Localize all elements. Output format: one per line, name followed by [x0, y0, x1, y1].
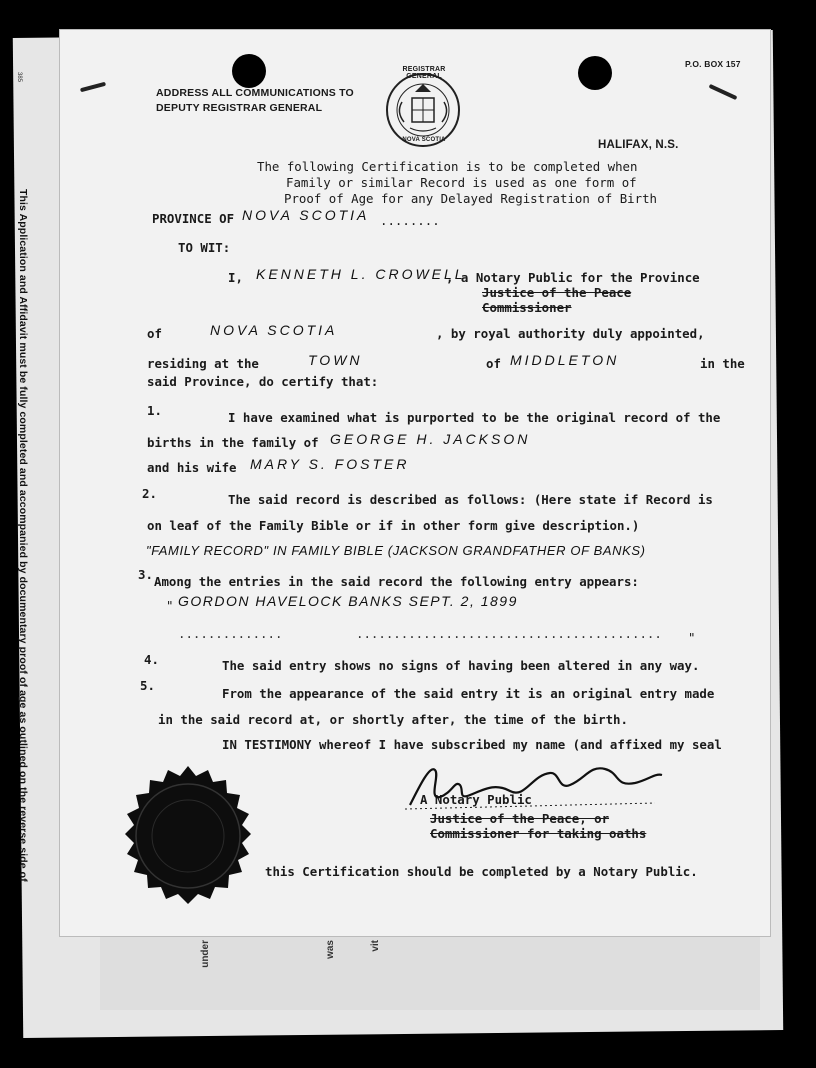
item3-num: 3. — [138, 567, 153, 582]
intro-line-1: The following Certification is to be completed when — [257, 159, 638, 174]
option-justice: Justice of the Peace — [482, 285, 632, 300]
item5-text2: in the said record at, or shortly after, the time of the birth. — [158, 712, 628, 727]
item3-close-quote: " — [688, 630, 696, 645]
item1-num: 1. — [147, 403, 162, 418]
item1-text: I have examined what is purported to be the original record of the — [228, 410, 721, 425]
residing-of: of — [486, 356, 501, 371]
item1-mother: MARY S. FOSTER — [250, 456, 410, 472]
item3-text: Among the entries in the said record the following entry appears: — [154, 574, 639, 589]
notary-signature-icon — [400, 755, 670, 815]
item2-num: 2. — [142, 486, 157, 501]
footer-note: this Certification should be completed by a Notary Public. — [265, 864, 698, 879]
item2-text2: on leaf of the Family Bible or if in other form give description.) — [147, 518, 640, 533]
role-notary: A Notary Public — [420, 792, 532, 807]
address-line-2: DEPUTY REGISTRAR GENERAL — [156, 102, 323, 114]
notary-seal-icon — [104, 752, 272, 920]
back-label-under: under — [200, 940, 211, 968]
city: HALIFAX, N.S. — [598, 139, 679, 151]
back-label-vit: vit — [370, 940, 381, 952]
po-box: P.O. BOX 157 — [685, 59, 741, 69]
role-commissioner: Commissioner for taking oaths — [430, 826, 647, 841]
item1-father: GEORGE H. JACKSON — [330, 431, 531, 447]
residing-suffix: in the — [700, 356, 745, 371]
binding-wire — [709, 84, 738, 100]
residing-label: residing at the — [147, 356, 259, 371]
intro-line-2: Family or similar Record is used as one form of — [286, 175, 637, 190]
crest-bottom-text: NOVA SCOTIA — [402, 137, 446, 143]
residing-value: TOWN — [308, 352, 363, 368]
of-suffix: , by royal authority duly appointed, — [436, 326, 705, 341]
role-justice: Justice of the Peace, or — [430, 811, 610, 826]
testimony-line: IN TESTIMONY whereof I have subscribed my name (and affixed my seal — [222, 737, 722, 752]
item3-entry: GORDON HAVELOCK BANKS SEPT. 2, 1899 — [178, 593, 518, 609]
punch-hole — [578, 56, 612, 90]
notary-suffix: , a Notary Public for the Province — [446, 270, 700, 285]
certify-line: said Province, do certify that: — [147, 374, 379, 389]
item3-blank-2: ......................................... — [356, 626, 662, 641]
province-dots: ........ — [380, 213, 440, 228]
to-wit: TO WIT: — [178, 240, 231, 255]
side-code: 385 — [16, 72, 22, 83]
residing-place: MIDDLETON — [510, 352, 620, 368]
item5-num: 5. — [140, 678, 155, 693]
side-note-text: This Application and Affidavit must be fully completed and accompanied by documentary proof of age as outlined on the reverse side of — [17, 188, 29, 882]
option-commissioner: Commissioner — [482, 300, 572, 315]
of-label: of — [147, 326, 162, 341]
back-label-was: was — [325, 940, 336, 959]
item3-open-quote: " — [166, 598, 174, 613]
side-note — [8, 140, 38, 930]
item3-blank-1: .............. — [178, 626, 283, 641]
intro-line-3: Proof of Age for any Delayed Registration of Birth — [284, 191, 657, 206]
item5-text: From the appearance of the said entry it is an original entry made — [222, 686, 715, 701]
binding-wire — [80, 82, 106, 93]
item2-text: The said record is described as follows: (Here state if Record is — [228, 492, 713, 507]
of-value: NOVA SCOTIA — [210, 322, 338, 338]
item2-description: "FAMILY RECORD" IN FAMILY BIBLE (JACKSON GRANDFATHER OF BANKS) — [146, 543, 646, 558]
province-label: PROVINCE OF — [152, 211, 235, 226]
address-line-1: ADDRESS ALL COMMUNICATIONS TO — [156, 87, 354, 99]
item4-num: 4. — [144, 652, 159, 667]
item1-births-label: births in the family of — [147, 435, 319, 450]
province-value: NOVA SCOTIA — [242, 207, 370, 223]
item1-wife-label: and his wife — [147, 460, 237, 475]
notary-prefix: I, — [228, 270, 243, 285]
item4-text: The said entry shows no signs of having been altered in any way. — [222, 658, 700, 673]
notary-name: KENNETH L. CROWELL — [256, 266, 466, 282]
crest-top-text: REGISTRAR GENERAL — [402, 66, 446, 80]
punch-hole — [232, 54, 266, 88]
back-form-strip — [100, 930, 760, 1010]
